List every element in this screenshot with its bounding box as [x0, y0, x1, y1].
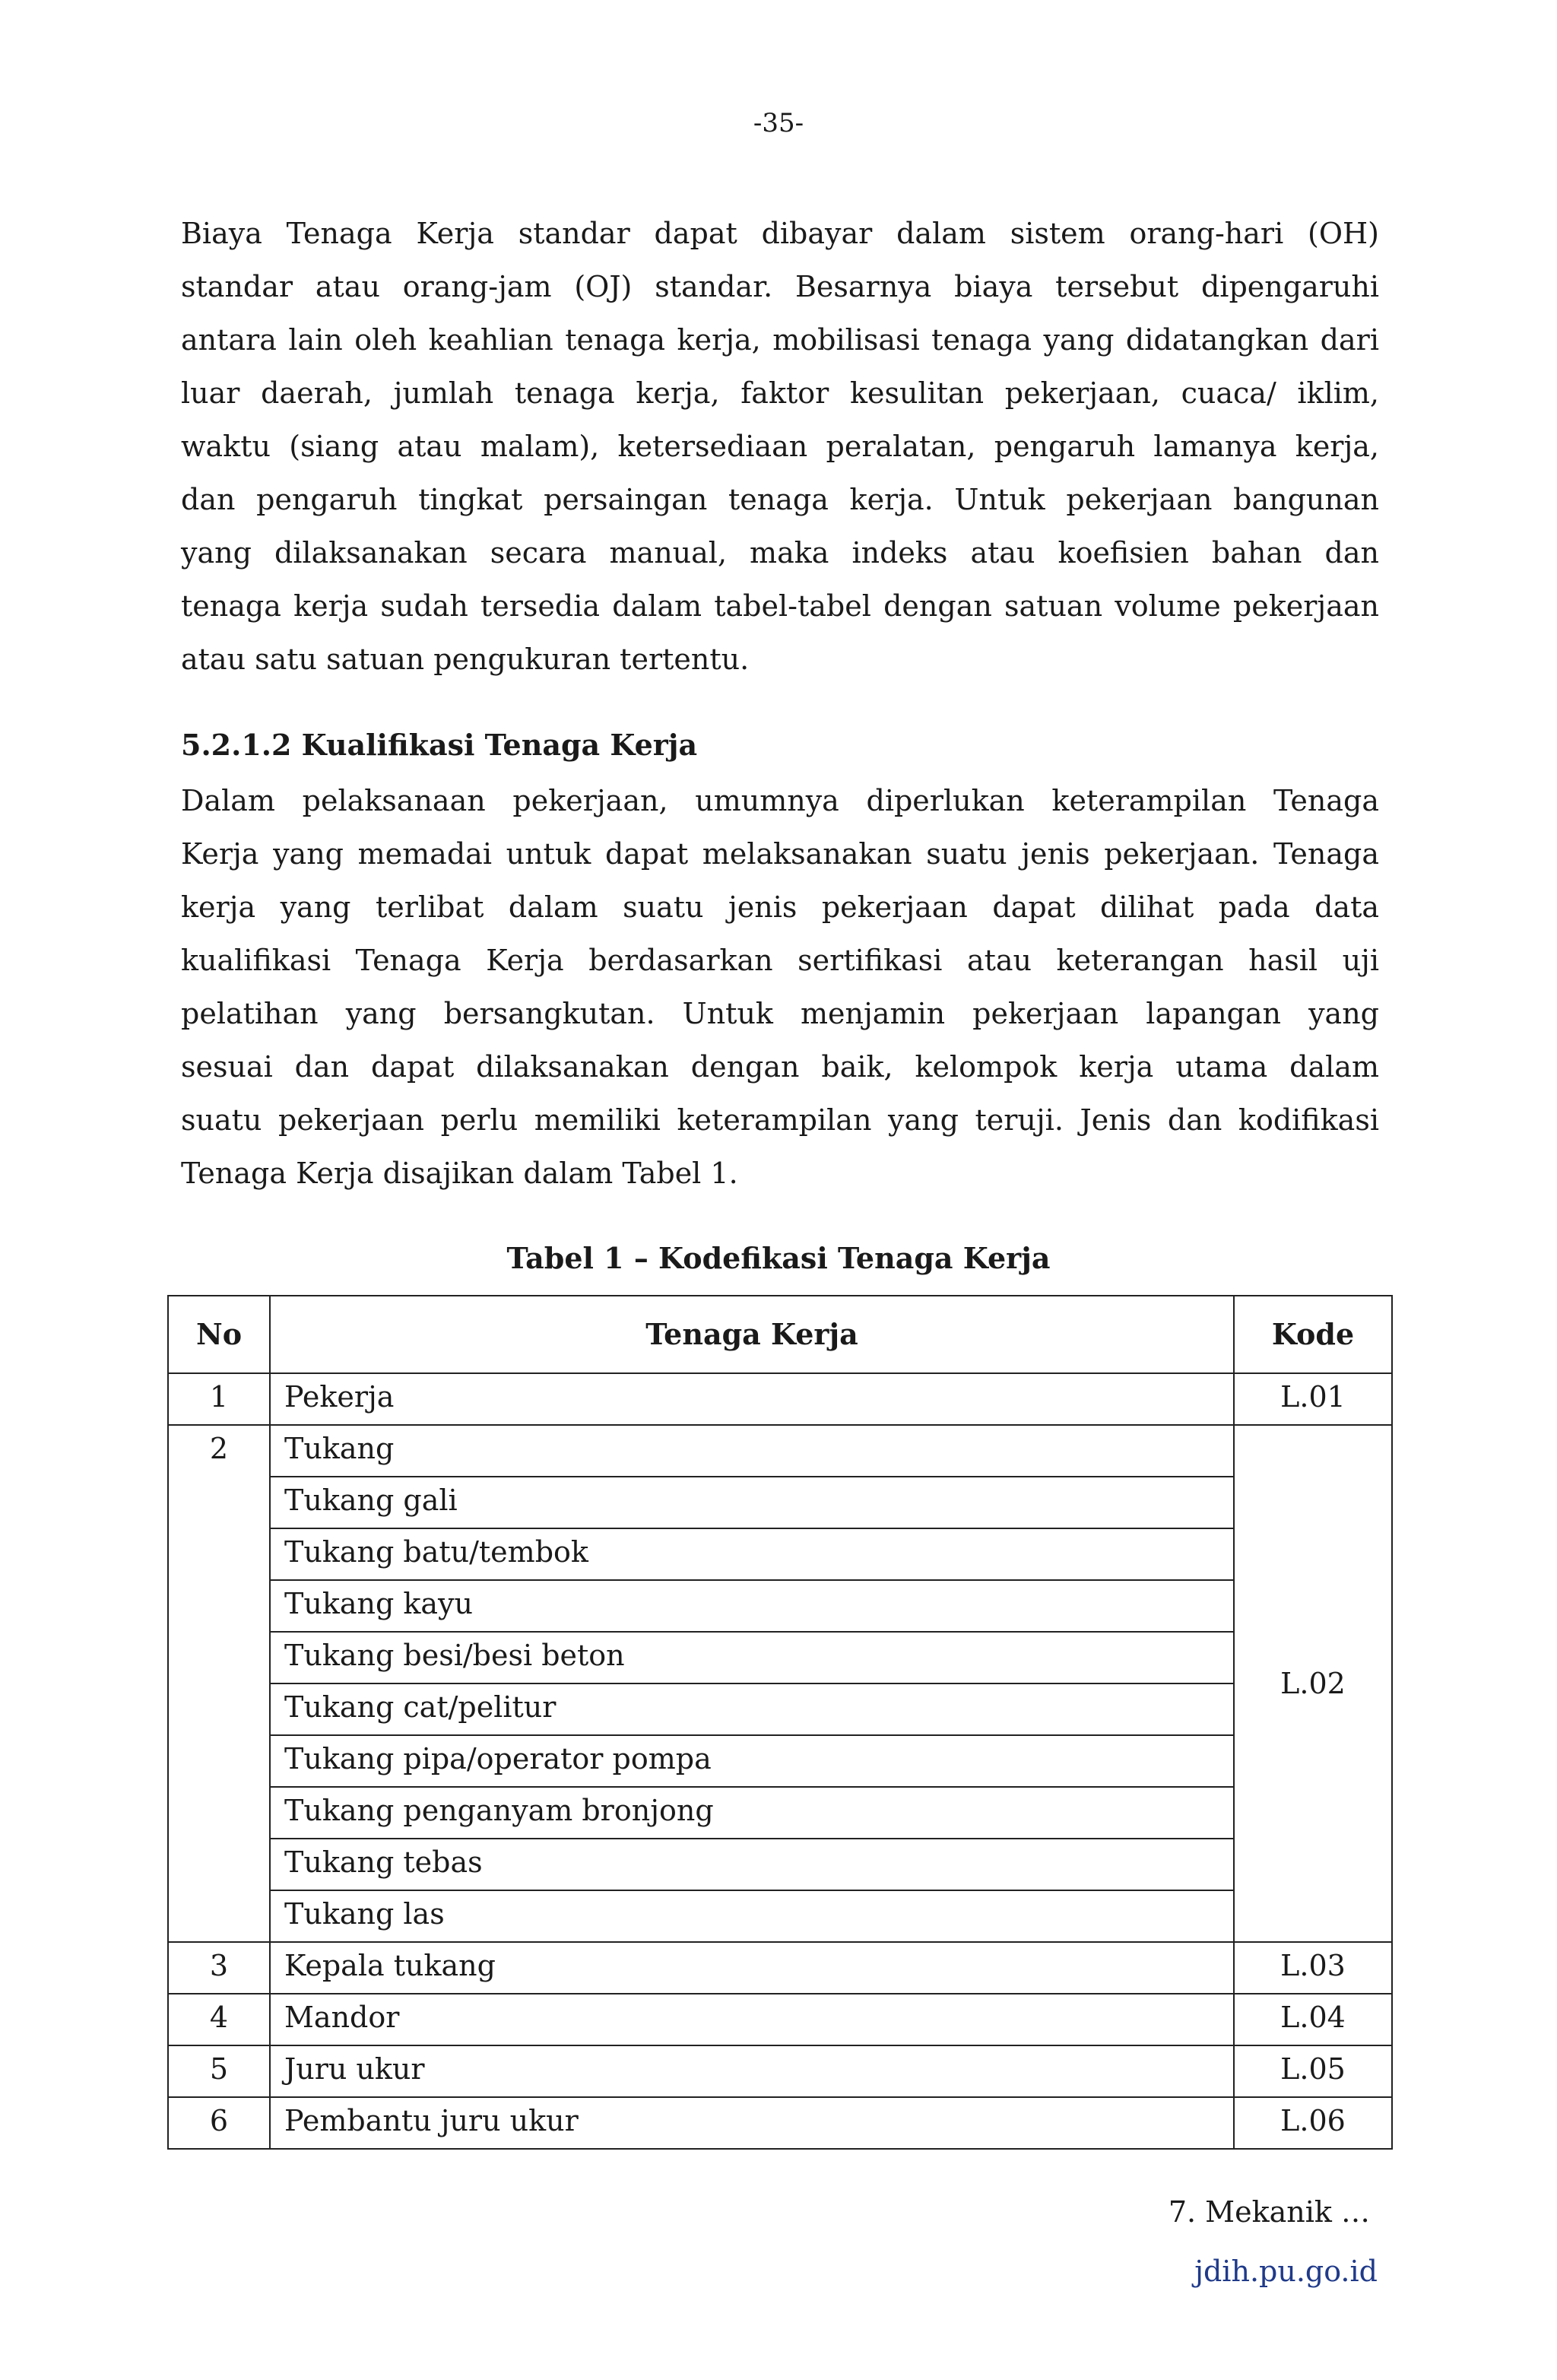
paragraph-line: tenaga kerja sudah tersedia dalam tabel-tabel dengan satuan volume pekerjaan	[181, 589, 1379, 623]
paragraph-line: luar daerah, jumlah tenaga kerja, faktor kesulitan pekerjaan, cuaca/ iklim,	[181, 376, 1379, 410]
kodefikasi-table	[167, 1295, 1393, 2150]
header-kode: Kode	[1234, 1296, 1392, 1373]
header-tenaga-kerja: Tenaga Kerja	[270, 1296, 1234, 1373]
table-row	[168, 1632, 1392, 1683]
cell-kode: L.06	[1234, 2097, 1392, 2149]
next-page-indicator: 7. Mekanik …	[1168, 2195, 1370, 2229]
table-row	[168, 1683, 1392, 1735]
table-row	[168, 1528, 1392, 1580]
page-number: -35-	[753, 108, 804, 138]
cell-kode: L.04	[1234, 1994, 1392, 2045]
table-row	[168, 1890, 1392, 1942]
cell-tenaga-kerja: Tukang batu/tembok	[270, 1528, 1234, 1580]
paragraph-line: atau satu satuan pengukuran tertentu.	[181, 643, 750, 676]
cell-no: 4	[168, 1994, 270, 2045]
table-row	[168, 1787, 1392, 1839]
table-row	[168, 1477, 1392, 1528]
paragraph-line: antara lain oleh keahlian tenaga kerja, mobilisasi tenaga yang didatangkan dari	[181, 323, 1379, 357]
cell-tenaga-kerja: Tukang tebas	[270, 1839, 1234, 1890]
table-row	[168, 2045, 1392, 2097]
table-row	[168, 1994, 1392, 2045]
paragraph-line: standar atau orang-jam (OJ) standar. Besarnya biaya tersebut dipengaruhi	[181, 270, 1379, 303]
paragraph-line: Dalam pelaksanaan pekerjaan, umumnya diperlukan keterampilan Tenaga	[181, 784, 1379, 817]
table-row	[168, 1425, 1392, 1477]
table-row	[168, 1580, 1392, 1632]
paragraph-line: Tenaga Kerja disajikan dalam Tabel 1.	[181, 1157, 738, 1190]
paragraph-line: sesuai dan dapat dilaksanakan dengan baik, kelompok kerja utama dalam	[181, 1050, 1379, 1084]
cell-no: 5	[168, 2045, 270, 2097]
table-caption: Tabel 1 – Kodefikasi Tenaga Kerja	[506, 1241, 1051, 1275]
cell-no: 2	[168, 1425, 270, 1942]
paragraph-line: dan pengaruh tingkat persaingan tenaga kerja. Untuk pekerjaan bangunan	[181, 483, 1379, 516]
paragraph-line: pelatihan yang bersangkutan. Untuk menjamin pekerjaan lapangan yang	[181, 997, 1379, 1030]
table-row	[168, 1839, 1392, 1890]
paragraph-line: suatu pekerjaan perlu memiliki keterampilan yang teruji. Jenis dan kodifikasi	[181, 1103, 1379, 1137]
paragraph-line: Kerja yang memadai untuk dapat melaksanakan suatu jenis pekerjaan. Tenaga	[181, 837, 1379, 871]
table-row	[168, 1735, 1392, 1787]
paragraph-line: Biaya Tenaga Kerja standar dapat dibayar dalam sistem orang-hari (OH)	[181, 217, 1379, 250]
table-row	[168, 1942, 1392, 1994]
paragraph-line: waktu (siang atau malam), ketersediaan peralatan, pengaruh lamanya kerja,	[181, 430, 1379, 463]
cell-kode: L.01	[1234, 1373, 1392, 1425]
cell-tenaga-kerja: Tukang	[270, 1425, 1234, 1477]
table-header-row	[168, 1296, 1392, 1373]
section-heading: 5.2.1.2 Kualifikasi Tenaga Kerja	[181, 728, 698, 762]
cell-tenaga-kerja: Tukang pipa/operator pompa	[270, 1735, 1234, 1787]
cell-no: 1	[168, 1373, 270, 1425]
cell-kode: L.02	[1234, 1425, 1392, 1942]
paragraph-kualifikasi	[181, 774, 1379, 1200]
cell-kode: L.05	[1234, 2045, 1392, 2097]
cell-tenaga-kerja: Pekerja	[270, 1373, 1234, 1425]
paragraph-biaya-tenaga-kerja	[181, 207, 1379, 686]
paragraph-line: yang dilaksanakan secara manual, maka indeks atau koefisien bahan dan	[181, 536, 1379, 570]
table-row	[168, 2097, 1392, 2149]
cell-no: 6	[168, 2097, 270, 2149]
cell-no: 3	[168, 1942, 270, 1994]
cell-tenaga-kerja: Juru ukur	[270, 2045, 1234, 2097]
cell-tenaga-kerja: Tukang besi/besi beton	[270, 1632, 1234, 1683]
table-row	[168, 1373, 1392, 1425]
header-no: No	[168, 1296, 270, 1373]
cell-tenaga-kerja: Tukang kayu	[270, 1580, 1234, 1632]
cell-tenaga-kerja: Tukang gali	[270, 1477, 1234, 1528]
paragraph-line: kualifikasi Tenaga Kerja berdasarkan sertifikasi atau keterangan hasil uji	[181, 944, 1379, 977]
cell-tenaga-kerja: Pembantu juru ukur	[270, 2097, 1234, 2149]
cell-kode: L.03	[1234, 1942, 1392, 1994]
footer-link[interactable]: jdih.pu.go.id	[1194, 2255, 1378, 2288]
cell-tenaga-kerja: Mandor	[270, 1994, 1234, 2045]
cell-tenaga-kerja: Tukang las	[270, 1890, 1234, 1942]
paragraph-line: kerja yang terlibat dalam suatu jenis pekerjaan dapat dilihat pada data	[181, 890, 1379, 924]
cell-tenaga-kerja: Tukang cat/pelitur	[270, 1683, 1234, 1735]
cell-tenaga-kerja: Kepala tukang	[270, 1942, 1234, 1994]
cell-tenaga-kerja: Tukang penganyam bronjong	[270, 1787, 1234, 1839]
